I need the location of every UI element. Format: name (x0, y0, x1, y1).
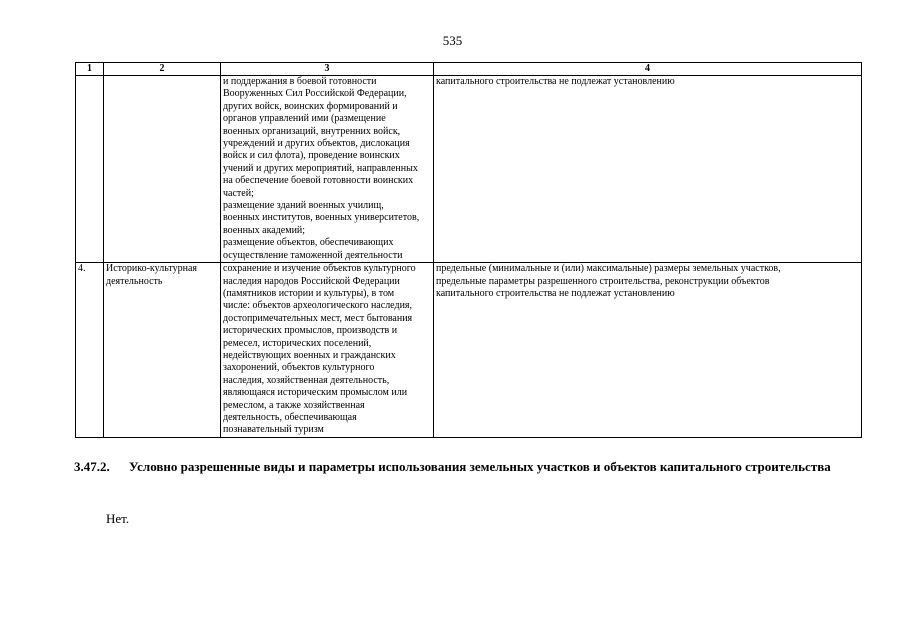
row2-description (221, 263, 434, 438)
table-row (76, 263, 862, 438)
header-col-2: 2 (104, 63, 221, 76)
row2-desc-line: исторических промыслов, производств и (223, 325, 398, 337)
row2-desc-line: достопримечательных мест, мест бытования (223, 312, 413, 324)
table-header-row (76, 63, 862, 76)
section-body-text: Нет. (106, 511, 130, 526)
row1-desc-line: военных академий; (223, 224, 306, 236)
row1-desc-line: размещение объектов, обеспечивающих (223, 237, 394, 249)
row1-name (104, 76, 221, 263)
table-row (76, 76, 862, 263)
row1-desc-line: на обеспечение боевой готовности воинских (223, 175, 414, 187)
row2-name (104, 263, 221, 438)
row2-desc-line: (памятников истории и культуры), в том (223, 287, 395, 299)
header-col-1: 1 (76, 63, 104, 76)
row2-desc-line: сохранение и изучение объектов культурного (223, 263, 416, 275)
row2-desc-line: являющаяся историческим промыслом или (223, 387, 408, 399)
row2-desc-line: ремеслом, а также хозяйственная (223, 399, 365, 411)
row2-desc-line: наследия, хозяйственная деятельность, (223, 374, 390, 386)
row2-desc-line: числе: объектов археологического наследия, (223, 300, 413, 312)
row1-desc-line: и поддержания в боевой готовности (223, 76, 377, 87)
section-title: Условно разрешенные виды и параметры использования земельных участков и объектов капитального строительства (129, 459, 831, 474)
row2-desc-line: познавательный туризм (223, 424, 324, 436)
row1-num (76, 76, 104, 263)
row2-param-line: капитального строительства не подлежат установлению (436, 287, 675, 299)
section-number: 3.47.2. (74, 459, 110, 474)
row1-desc-line: учреждений и других объектов, дислокация (223, 138, 410, 150)
row2-desc-line: ремесел, исторических поселений, (223, 337, 372, 349)
row1-desc-line: осуществление таможенной деятельности (223, 249, 403, 261)
row2-desc-line: недействующих военных и гражданских (223, 349, 396, 361)
row2-name-line: Историко-культурная (106, 263, 198, 275)
row2-desc-line: захоронений, объектов культурного (223, 362, 375, 374)
row2-desc-line: наследия народов Российской Федерации (223, 275, 400, 287)
header-col-3: 3 (221, 63, 434, 76)
row1-param-line: капитального строительства не подлежат установлению (436, 76, 675, 87)
row2-desc-line: деятельность, обеспечивающая (223, 411, 357, 423)
row2-name-line: деятельность (106, 275, 163, 287)
row1-desc-line: военных организаций, внутренних войск, (223, 125, 401, 137)
header-col-4: 4 (434, 63, 862, 76)
row1-desc-line: размещение зданий военных училищ, (223, 200, 384, 212)
section-heading (74, 458, 864, 475)
row1-parameters (434, 76, 862, 263)
regulations-table (75, 62, 862, 438)
row2-param-line: предельные (минимальные и (или) максимальные) размеры земельных участков, (436, 263, 781, 275)
row2-num: 4. (76, 263, 104, 438)
row1-desc-line: других войск, воинских формирований и (223, 100, 398, 112)
row2-param-line: предельные параметры разрешенного строительства, реконструкции объектов (436, 275, 770, 287)
row1-desc-line: военных институтов, военных университетов, (223, 212, 420, 224)
row1-desc-line: Вооруженных Сил Российской Федерации, (223, 88, 407, 100)
row1-description (221, 76, 434, 263)
row2-parameters (434, 263, 862, 438)
row1-desc-line: органов управлений ими (размещение (223, 113, 386, 125)
row1-desc-line: учений и других мероприятий, направленных (223, 162, 418, 174)
page-number: 535 (442, 33, 463, 48)
row1-desc-line: частей; (223, 187, 254, 199)
row1-desc-line: войск и сил флота), проведение воинских (223, 150, 400, 162)
